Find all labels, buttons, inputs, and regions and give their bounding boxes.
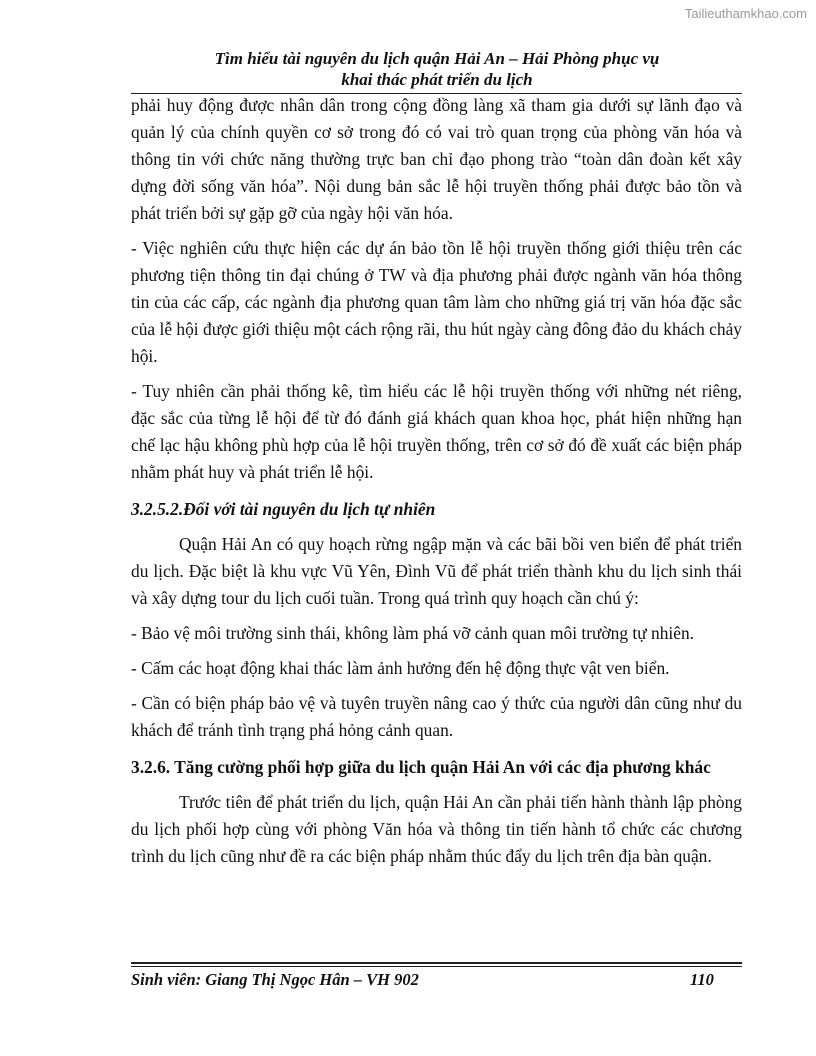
footer-rule-thin: [131, 966, 742, 967]
paragraph-bullet-research: - Việc nghiên cứu thực hiện các dự án bảo tồn lễ hội truyền thống giới thiệu trên các phương tiện thông tin đại chúng ở TW và địa phương phải được ngành văn hóa thông tin của các cấp, các ngành địa phương quan tâm làm cho những giá trị văn hóa đặc sắc của lễ hội được giới thiệu một cách rộng rãi, thu hút ngày càng đông đảo du khách chảy hội.: [131, 238, 742, 366]
footer-student-name: Sinh viên: Giang Thị Ngọc Hân – VH 902: [131, 970, 419, 989]
header-line-2: khai thác phát triển du lịch: [341, 70, 533, 89]
footer-page-number: 110: [690, 970, 714, 989]
paragraph-natural-resources: Quận Hải An có quy hoạch rừng ngập mặn và các bãi bồi ven biển để phát triển du lịch. Đặc biệt là khu vực Vũ Yên, Đình Vũ để phát triển thành khu du lịch sinh thái và xây dựng tour du lịch cuối tuần. Trong quá trình quy hoạch cần chú ý:: [131, 534, 742, 608]
page-body: [131, 92, 742, 870]
section-heading-3-2-6: 3.2.6. Tăng cường phối hợp giữa du lịch quận Hải An với các địa phương khác: [131, 757, 711, 777]
paragraph-bullet-statistics: - Tuy nhiên cần phải thống kê, tìm hiểu các lễ hội truyền thống với những nét riêng, đặc sắc của từng lễ hội để từ đó đánh giá khách quan khoa học, phát hiện những hạn chế lạc hậu không phù hợp của lễ hội truyền thống, trên cơ sở đó đề xuất các biện pháp nhằm phát huy và phát triển lễ hội.: [131, 381, 742, 482]
bullet-raise-awareness: - Cần có biện pháp bảo vệ và tuyên truyền nâng cao ý thức của người dân cũng như du khách để tránh tình trạng phá hỏng cảnh quan.: [131, 693, 742, 740]
watermark: Tailieuthamkhao.com: [684, 6, 807, 21]
bullet-ban-exploitation: - Cấm các hoạt động khai thác làm ảnh hưởng đến hệ động thực vật ven biển.: [131, 658, 670, 678]
paragraph-coordination: Trước tiên để phát triển du lịch, quận Hải An cần phải tiến hành thành lập phòng du lịch phối hợp cùng với phòng Văn hóa và thông tin tiến hành tổ chức các chương trình du lịch cũng như đề ra các biện pháp nhằm thúc đẩy du lịch trên địa bàn quận.: [131, 792, 742, 866]
header-line-1: Tìm hiểu tài nguyên du lịch quận Hải An – Hải Phòng phục vụ: [214, 49, 660, 68]
footer-rule-thick: [131, 962, 742, 964]
running-header: [132, 48, 742, 90]
section-heading-3-2-5-2: 3.2.5.2.Đối với tài nguyên du lịch tự nhiên: [131, 499, 436, 519]
bullet-protect-environment: - Bảo vệ môi trường sinh thái, không làm phá vỡ cảnh quan môi trường tự nhiên.: [131, 623, 695, 643]
paragraph-continuation: phải huy động được nhân dân trong cộng đồng làng xã tham gia dưới sự lãnh đạo và quản lý của chính quyền cơ sở trong đó có vai trò quan trọng của phòng văn hóa và thông tin với chức năng thường trực ban chỉ đạo phong trào “toàn dân đoàn kết xây dựng đời sống văn hóa”. Nội dung bản sắc lễ hội truyền thống phải được bảo tồn và phát triển bởi sự gặp gỡ của ngày hội văn hóa.: [131, 95, 742, 223]
